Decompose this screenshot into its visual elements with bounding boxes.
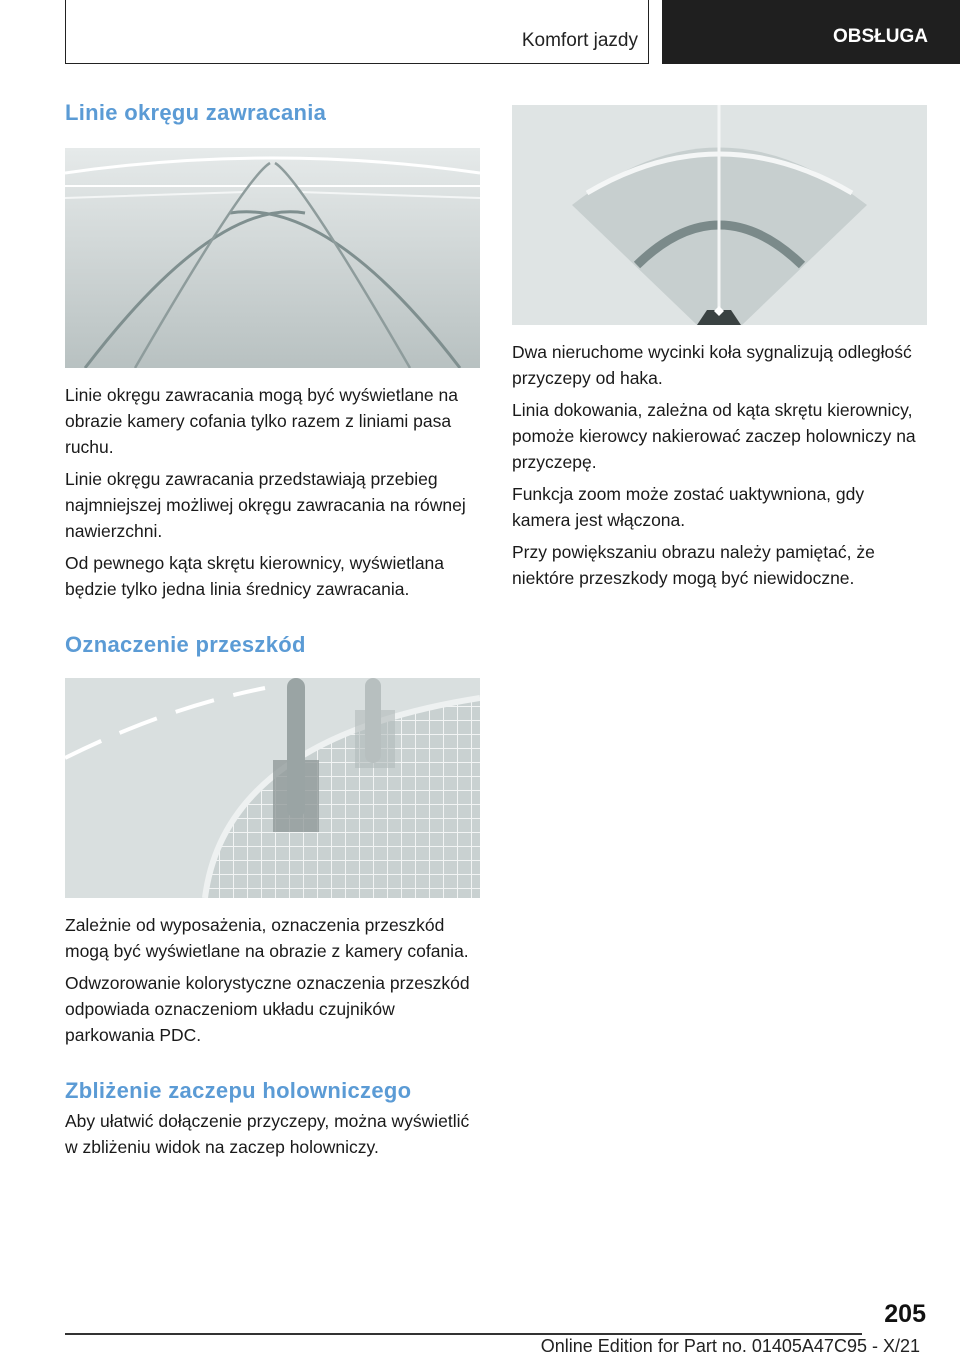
footer-divider	[65, 1333, 862, 1335]
paragraph: Zależnie od wyposażenia, oznaczenia przeszkód mogą być wyświetlane na obrazie z kamery cofania.	[65, 915, 469, 961]
chapter-title: OBSŁUGA	[833, 26, 928, 47]
obstacle-marking-image	[65, 678, 480, 898]
paragraph: Linia dokowania, zależna od kąta skrętu kierownicy, pomoże kierowcy nakierować zaczep holowniczy na przyczepę.	[512, 400, 916, 472]
chapter-tab	[662, 0, 960, 64]
left-column	[65, 100, 480, 1160]
heading-obstacle-marking: Oznaczenie przeszkód	[65, 632, 306, 657]
right-column	[512, 105, 927, 591]
heading-hitch-zoom: Zbliżenie zaczepu holowniczego	[65, 1078, 412, 1103]
paragraph: Od pewnego kąta skrętu kierownicy, wyświetlana będzie tylko jedna linia średnicy zawracania.	[65, 553, 445, 599]
paragraph: Linie okręgu zawracania przedstawiają przebieg najmniejszej możliwej okręgu zawracania na równej nawierzchni.	[65, 469, 466, 541]
edition-note: Online Edition for Part no. 01405A47C95 - X/21	[540, 1336, 920, 1356]
hitch-zoom-image	[512, 105, 927, 325]
turning-circle-image	[65, 148, 480, 368]
section-title: Komfort jazdy	[521, 30, 638, 51]
paragraph: Odwzorowanie kolorystyczne oznaczenia przeszkód odpowiada oznaczeniom układu czujników parkowania PDC.	[65, 973, 470, 1045]
paragraph: Funkcja zoom może zostać uaktywniona, gdy kamera jest włączona.	[512, 484, 865, 530]
heading-turning-circle: Linie okręgu zawracania	[65, 100, 327, 125]
page-number: 205	[884, 1300, 926, 1328]
paragraph: Przy powiększaniu obrazu należy pamiętać, że niektóre przeszkody mogą być niewidoczne.	[512, 542, 875, 588]
paragraph: Linie okręgu zawracania mogą być wyświetlane na obrazie kamery cofania tylko razem z liniami pasa ruchu.	[65, 385, 458, 457]
paragraph: Aby ułatwić dołączenie przyczepy, można wyświetlić w zbliżeniu widok na zaczep holowniczy.	[65, 1111, 470, 1157]
paragraph: Dwa nieruchome wycinki koła sygnalizują odległość przyczepy od haka.	[512, 342, 912, 388]
